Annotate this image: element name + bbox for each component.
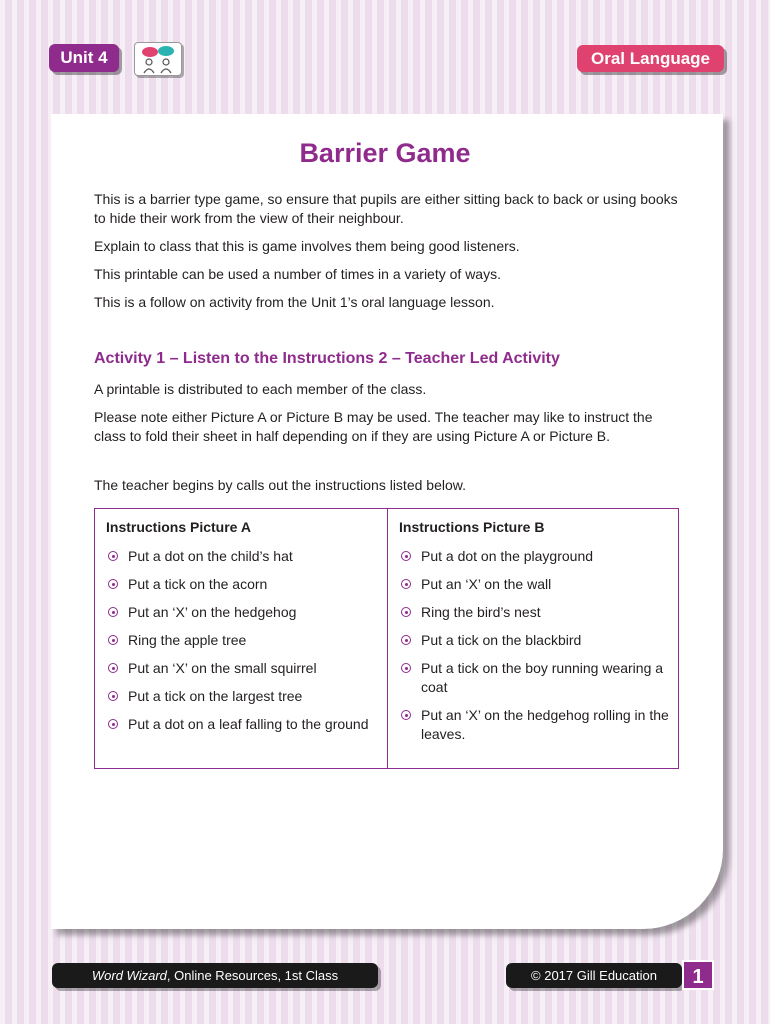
oral-language-icon: [134, 42, 182, 76]
bullet-icon: [108, 663, 118, 673]
intro-paragraph: Explain to class that this is game involves them being good listeners.: [94, 238, 520, 254]
activity-paragraph: Please note either Picture A or Picture B may be used. The teacher may like to instruct the class to fold their sheet in half depending on if they are using Picture A or Picture B.: [94, 409, 653, 444]
page-title: Barrier Game: [299, 138, 471, 168]
section-badge: Oral Language: [577, 45, 724, 72]
activity-heading: Activity 1 – Listen to the Instructions 2 – Teacher Led Activity: [94, 350, 560, 367]
footer-copyright: © 2017 Gill Education: [506, 963, 682, 988]
unit-badge: Unit 4: [49, 44, 119, 72]
instruction-item: Put a tick on the boy running wearing a coat: [399, 659, 671, 697]
instruction-item: Ring the bird’s nest: [399, 603, 671, 622]
instruction-item: Put a dot on a leaf falling to the ground: [106, 715, 378, 734]
bullet-icon: [401, 663, 411, 673]
bullet-icon: [401, 635, 411, 645]
intro-paragraph: This printable can be used a number of times in a variety of ways.: [94, 266, 501, 282]
instruction-item: Put an ‘X’ on the small squirrel: [106, 659, 378, 678]
instruction-item: Put a dot on the child’s hat: [106, 547, 378, 566]
table-divider: [387, 509, 388, 768]
instruction-item: Put a tick on the largest tree: [106, 687, 378, 706]
bullet-icon: [401, 551, 411, 561]
column-a-header: Instructions Picture A: [106, 519, 251, 535]
intro-paragraph: This is a follow on activity from the Unit 1’s oral language lesson.: [94, 294, 495, 310]
instruction-item: Put a tick on the acorn: [106, 575, 378, 594]
instruction-item: Put an ‘X’ on the hedgehog: [106, 603, 378, 622]
bullet-icon: [108, 635, 118, 645]
bullet-icon: [108, 607, 118, 617]
instructions-table: [94, 508, 679, 769]
activity-paragraph: A printable is distributed to each member of the class.: [94, 381, 427, 397]
bullet-icon: [108, 691, 118, 701]
instruction-item: Put a tick on the blackbird: [399, 631, 671, 650]
book-title: Word Wizard: [91, 968, 167, 983]
resource-text: , Online Resources, 1st Class: [166, 968, 339, 983]
bullet-icon: [108, 579, 118, 589]
activity-paragraph: The teacher begins by calls out the instructions listed below.: [94, 477, 466, 493]
column-b-header: Instructions Picture B: [399, 519, 545, 535]
instruction-item: Put an ‘X’ on the hedgehog rolling in the leaves.: [399, 706, 671, 744]
instruction-item: Ring the apple tree: [106, 631, 378, 650]
footer-book-credit: [52, 963, 378, 988]
intro-paragraph: This is a barrier type game, so ensure that pupils are either sitting back to back or using books to hide their work from the view of their neighbour.: [94, 191, 678, 226]
bullet-icon: [401, 710, 411, 720]
bullet-icon: [108, 551, 118, 561]
instruction-item: Put an ‘X’ on the wall: [399, 575, 671, 594]
instruction-item: Put a dot on the playground: [399, 547, 671, 566]
bullet-icon: [401, 607, 411, 617]
bullet-icon: [108, 719, 118, 729]
page-number: 1: [682, 960, 714, 990]
bullet-icon: [401, 579, 411, 589]
